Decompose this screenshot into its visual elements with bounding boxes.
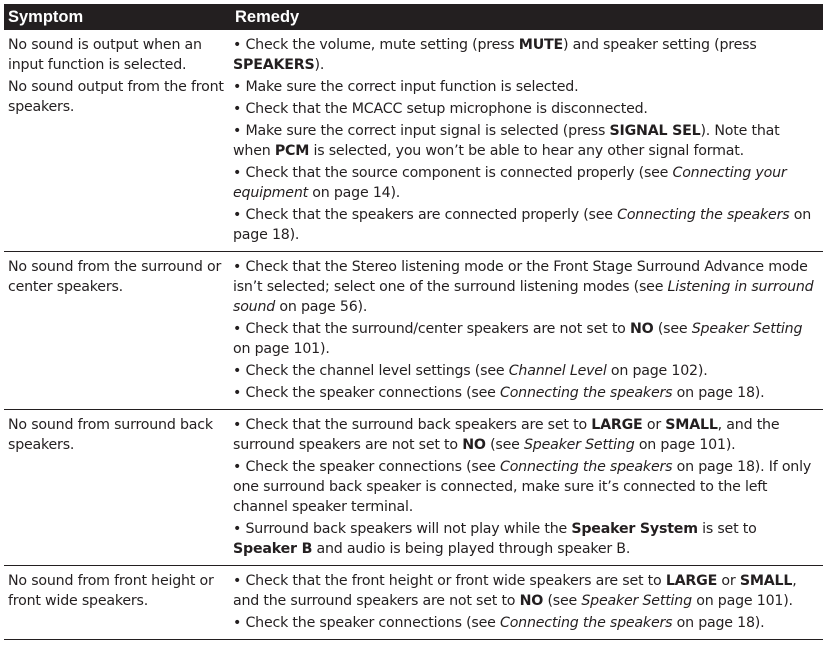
remedy-reference: Connecting the speakers [500, 459, 673, 475]
table-row [4, 30, 823, 252]
remedy-cell [231, 252, 823, 410]
remedy-text: ) and speaker setting (press [563, 37, 757, 53]
troubleshooting-document [4, 4, 823, 640]
remedy-bold-term: LARGE [591, 417, 643, 433]
symptom-text: No sound output from the front speakers. [8, 79, 224, 115]
column-header-symptom: Symptom [4, 4, 231, 30]
remedy-reference: Listening in surround sound [233, 279, 814, 315]
table-header-row [4, 4, 823, 30]
remedy-item [233, 519, 819, 559]
table-row [4, 252, 823, 410]
remedy-text: • Check the speaker connections (see [233, 615, 500, 631]
remedy-reference: Connecting the speakers [617, 207, 790, 223]
remedy-bold-term: Speaker B [233, 541, 313, 557]
remedy-item [233, 35, 819, 75]
remedy-bold-term: SIGNAL SEL [609, 123, 701, 139]
remedy-item [233, 571, 819, 611]
remedy-text: • Check the channel level settings (see [233, 363, 509, 379]
remedy-text: • Check that the source component is connected properly (see [233, 165, 673, 181]
remedy-text: on page 101). [691, 593, 793, 609]
remedy-bold-term: SPEAKERS [233, 57, 315, 73]
remedy-text: is selected, you won’t be able to hear any other signal format. [309, 143, 744, 159]
remedy-item [233, 457, 819, 517]
remedy-text: on page 101). [233, 341, 330, 357]
remedy-text: on page 18). [672, 615, 765, 631]
remedy-text: on page 101). [634, 437, 736, 453]
remedy-text: • Make sure the correct input function is selected. [233, 79, 579, 95]
remedy-bold-term: NO [462, 437, 486, 453]
symptom-cell [4, 30, 231, 252]
table-row [4, 410, 823, 566]
remedy-text: • Check the volume, mute setting (press [233, 37, 519, 53]
remedy-text: is set to [697, 521, 757, 537]
remedy-bold-term: MUTE [518, 37, 564, 53]
column-header-remedy: Remedy [231, 4, 823, 30]
remedy-item [233, 121, 819, 161]
symptom-text: No sound from surround back speakers. [8, 417, 213, 453]
remedy-item [233, 383, 819, 403]
remedy-item [233, 415, 819, 455]
remedy-text: , and the surround speakers are not set to [233, 417, 780, 453]
remedy-item [233, 99, 819, 119]
remedy-text: or [642, 417, 666, 433]
table-body [4, 30, 823, 640]
remedy-reference: Speaker Setting [691, 321, 803, 337]
remedy-text: or [717, 573, 740, 589]
remedy-text: (see [485, 437, 524, 453]
remedy-text: (see [653, 321, 692, 337]
remedy-text: • Check that the surround/center speakers are not set to [233, 321, 630, 337]
table-row [4, 566, 823, 640]
remedy-text: , and the surround speakers are not set to [233, 573, 797, 609]
remedy-text: (see [543, 593, 582, 609]
remedy-item [233, 319, 819, 359]
remedy-cell [231, 30, 823, 252]
remedy-text: • Check the speaker connections (see [233, 385, 500, 401]
remedy-item [233, 77, 819, 97]
remedy-cell [231, 410, 823, 566]
remedy-text: on page 14). [307, 185, 401, 201]
symptom-cell [4, 566, 231, 640]
remedy-bold-term: NO [519, 593, 544, 609]
remedy-text: • Check that the Stereo listening mode or the Front Stage Surround Advance mode isn’t selected; select one of the surround listening modes (see [233, 259, 808, 295]
remedy-reference: Connecting your equipment [233, 165, 787, 201]
remedy-text: on page 102). [606, 363, 708, 379]
remedy-item [233, 205, 819, 245]
remedy-text: ). Note that when [233, 123, 780, 159]
remedy-item [233, 163, 819, 203]
remedy-text: and audio is being played through speaker B. [312, 541, 631, 557]
remedy-bold-term: SMALL [665, 417, 718, 433]
symptom-text: No sound is output when an input function is selected. [8, 37, 202, 73]
remedy-text: • Check that the speakers are connected properly (see [233, 207, 618, 223]
symptom-cell [4, 410, 231, 566]
remedy-cell [231, 566, 823, 640]
remedy-reference: Connecting the speakers [500, 385, 673, 401]
remedy-bold-term: Speaker System [571, 521, 698, 537]
remedy-text: on page 18). If only one surround back speaker is connected, make sure it’s connected to the left channel speaker terminal. [233, 459, 812, 515]
remedy-reference: Channel Level [508, 363, 607, 379]
remedy-text: • Check that the surround back speakers are set to [233, 417, 592, 433]
remedy-text: • Make sure the correct input signal is selected (press [233, 123, 610, 139]
remedy-reference: Connecting the speakers [500, 615, 673, 631]
remedy-reference: Speaker Setting [581, 593, 692, 609]
symptom-text: No sound from the surround or center speakers. [8, 259, 222, 295]
remedy-text: on page 18). [672, 385, 765, 401]
remedy-text: • Check that the MCACC setup microphone is disconnected. [233, 101, 648, 117]
remedy-text: on page 56). [275, 299, 368, 315]
remedy-item [233, 613, 819, 633]
troubleshooting-table [4, 4, 823, 640]
symptom-text: No sound from front height or front wide speakers. [8, 573, 214, 609]
remedy-bold-term: SMALL [739, 573, 793, 589]
remedy-item [233, 361, 819, 381]
remedy-text: ). [314, 57, 325, 73]
remedy-reference: Speaker Setting [523, 437, 635, 453]
remedy-bold-term: LARGE [665, 573, 718, 589]
remedy-text: • Surround back speakers will not play while the [233, 521, 572, 537]
remedy-text: • Check that the front height or front wide speakers are set to [233, 573, 666, 589]
remedy-item [233, 257, 819, 317]
remedy-text: on page 18). [233, 207, 811, 243]
remedy-text: • Check the speaker connections (see [233, 459, 500, 475]
remedy-bold-term: PCM [274, 143, 310, 159]
symptom-cell [4, 252, 231, 410]
remedy-bold-term: NO [629, 321, 654, 337]
